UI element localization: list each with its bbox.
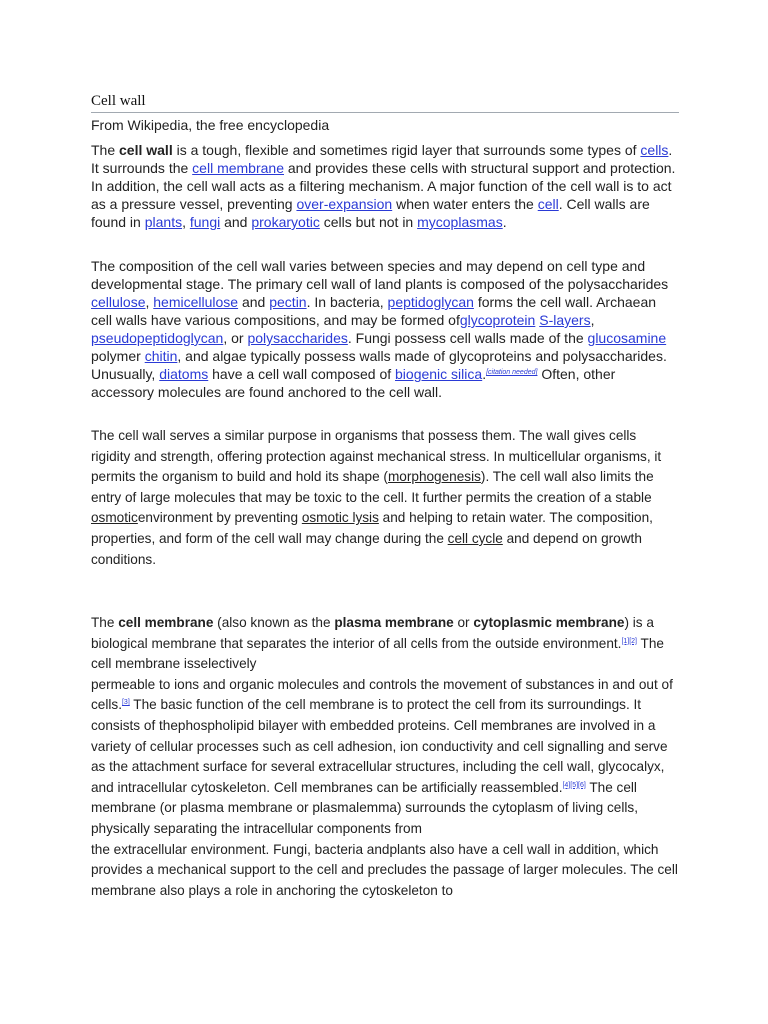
text: and xyxy=(220,214,252,230)
link-peptidoglycan[interactable]: peptidoglycan xyxy=(387,294,474,310)
link-cellulose[interactable]: cellulose xyxy=(91,294,146,310)
link-biogenic-silica[interactable]: biogenic silica xyxy=(395,366,483,382)
text: The cell wall serves a similar purpose in organisms that possess them. The wall gives cells rigidity and strength, offering protection against mechanical stress. In multicellular organisms, it permits the organism to build and hold its shape ( xyxy=(91,428,662,485)
text: , and algae typically possess walls made of glycoproteins and polysaccharides. Unusually, xyxy=(91,348,667,382)
text: The basic function of the cell membrane is to protect the cell from its surroundings. It consists of thephospholipid bilayer with embedded proteins. Cell membranes are involved in a variety of cellular processes such as cell adhesion, ion conductivity and cell signalling and serve as the attachment surface for several extracellular structures, including the cell wall, glycocalyx, and intracellular cytoskeleton. Cell membranes can be artificially reassembled. xyxy=(91,697,668,795)
text: and depend on growth conditions. xyxy=(91,530,642,567)
paragraph-cell-membrane xyxy=(91,613,679,901)
paragraph-composition xyxy=(91,257,679,401)
paragraph-purpose xyxy=(91,426,679,570)
text: ) is a biological membrane that separates the interior of all cells from the outside environment. xyxy=(91,615,654,651)
text: , xyxy=(590,312,595,328)
paragraph-intro xyxy=(91,141,679,231)
text: have a cell wall composed of xyxy=(208,366,396,382)
term-morphogenesis: morphogenesis xyxy=(387,469,481,485)
text: . xyxy=(502,214,507,230)
link-mycoplasmas[interactable]: mycoplasmas xyxy=(417,214,503,230)
link-reference-1-2[interactable]: [1][2] xyxy=(621,637,638,645)
term-osmotic: osmotic xyxy=(91,510,138,526)
reference xyxy=(621,638,637,645)
text: and provides these cells with structural support and protection. In addition, the cell wall acts as a filtering mechanism. A major function of the cell wall is to act as a pressure vessel, preventing xyxy=(91,160,676,212)
term-cytoplasmic-membrane: cytoplasmic membrane xyxy=(473,615,625,630)
text: ). The cell wall also limits the entry of large molecules that may be toxic to the cell. It further permits the creation of a stable xyxy=(91,469,654,505)
text: when water enters the xyxy=(392,196,538,212)
text: cells but not in xyxy=(319,214,418,230)
text: and helping to retain water. The composition, properties, and form of the cell wall may change during the xyxy=(91,510,653,546)
text: the extracellular environment. Fungi, bacteria andplants also have a cell wall in addition, which provides a mechanical support to the cell and precludes the passage of larger molecules. The cell membrane also plays a role in anchoring the cytoskeleton to xyxy=(91,841,678,898)
link-s-layers[interactable]: S-layers xyxy=(539,312,591,328)
link-fungi[interactable]: fungi xyxy=(189,214,221,230)
text: The composition of the cell wall varies between species and may depend on cell type and developmental stage. The primary cell wall of land plants is composed of the polysaccharides xyxy=(91,258,669,292)
link-hemicellulose[interactable]: hemicellulose xyxy=(153,294,239,310)
text: environment by preventing xyxy=(137,510,302,526)
link-pseudopeptidoglycan[interactable]: pseudopeptidoglycan xyxy=(91,330,224,346)
term-cell-membrane: cell membrane xyxy=(118,615,214,630)
term-cell-cycle: cell cycle xyxy=(447,530,503,546)
text: . xyxy=(482,366,487,382)
term-cell-wall: cell wall xyxy=(119,142,173,158)
text: , xyxy=(145,294,154,310)
text: Often, other accessory molecules are found anchored to the cell wall. xyxy=(91,366,616,400)
link-diatoms[interactable]: diatoms xyxy=(159,366,209,382)
term-osmotic-lysis: osmotic lysis xyxy=(301,510,379,526)
citation-needed xyxy=(486,369,537,376)
link-plants[interactable]: plants xyxy=(144,214,183,230)
text: or xyxy=(453,615,474,630)
text: . It surrounds the xyxy=(91,142,673,176)
text: The cell membrane (or plasma membrane or plasmalemma) surrounds the cytoplasm of living cells, physically separating the intracellular components from xyxy=(91,779,638,836)
text: permeable to ions and organic molecules and controls the movement of substances in and out of cells. xyxy=(91,676,673,713)
reference xyxy=(122,699,130,706)
text: , xyxy=(182,214,190,230)
text: and xyxy=(238,294,270,310)
link-cells[interactable]: cells xyxy=(640,142,669,158)
link-glucosamine[interactable]: glucosamine xyxy=(587,330,667,346)
link-chitin[interactable]: chitin xyxy=(144,348,178,364)
link-reference-4-5-6[interactable]: [4][5][6] xyxy=(562,781,586,789)
link-reference-3[interactable]: [3] xyxy=(121,699,130,707)
text: , or xyxy=(223,330,248,346)
text: . Fungi possess cell walls made of the xyxy=(347,330,588,346)
link-over-expansion[interactable]: over-expansion xyxy=(296,196,393,212)
link-polysaccharides[interactable]: polysaccharides xyxy=(247,330,348,346)
text: The xyxy=(91,142,120,158)
text: is a tough, flexible and sometimes rigid layer that surrounds some types of xyxy=(172,142,641,158)
text: (also known as the xyxy=(213,615,335,630)
link-citation-needed[interactable]: [citation needed] xyxy=(486,369,538,376)
text: polymer xyxy=(91,348,145,364)
link-pectin[interactable]: pectin xyxy=(269,294,307,310)
text: . In bacteria, xyxy=(306,294,388,310)
link-cell[interactable]: cell xyxy=(537,196,559,212)
link-glycoprotein[interactable]: glycoprotein xyxy=(459,312,536,328)
text: The cell membrane isselectively xyxy=(91,635,664,672)
link-prokaryotic[interactable]: prokaryotic xyxy=(251,214,320,230)
text: The xyxy=(91,615,119,630)
reference xyxy=(562,782,585,789)
page-subtitle: From Wikipedia, the free encyclopedia xyxy=(91,117,330,133)
term-plasma-membrane: plasma membrane xyxy=(334,615,454,630)
link-cell-membrane[interactable]: cell membrane xyxy=(192,160,284,176)
text: forms the cell wall. Archaean cell walls have various compositions, and may be formed of xyxy=(91,294,657,328)
page-title: Cell wall xyxy=(91,92,679,113)
text: . Cell walls are found in xyxy=(91,196,650,230)
